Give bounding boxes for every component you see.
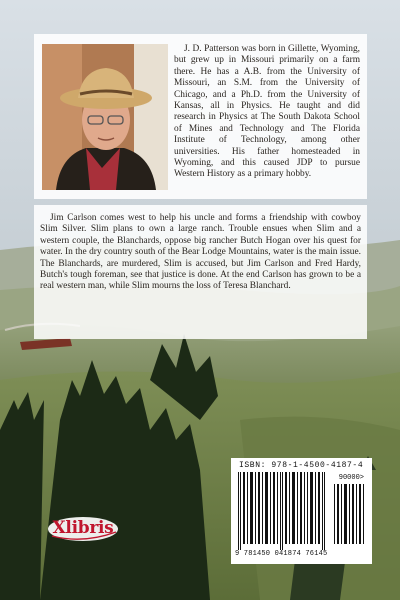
book-summary: Jim Carlson comes west to help his uncle and forms a friendship with cowboy Slim Silver. Slim plans to own a large ranch. Trouble ensues when Slim and a western couple, the Blanchards, oppose big rancher Butch Hogan over his quest for water. In the dry country south of the Bear Lodge Mountains, water is the main issue. The Blanchards, are murdered, Slim is accused, but Jim Carlson and Fred Hardy, Butch's tough foreman, see that justice is done. At the end Carlson has grown to be a real western man, while Slim mourns the loss of Teresa Blanchard. <box>40 213 361 292</box>
barcode <box>231 458 372 564</box>
author-photo <box>42 44 168 190</box>
isbn-label: ISBN: 978-1-4500-4187-4 <box>239 461 364 470</box>
publisher-logo <box>46 514 120 544</box>
barcode-bars <box>236 472 368 550</box>
author-panel <box>34 34 367 199</box>
isbn-digits: 9 781450 041874 76145 <box>235 550 328 558</box>
author-bio: J. D. Patterson was born in Gillette, Wyoming, but grew up in Missouri primarily on a farm there. He has a A.B. from the University of Missouri, an S.M. from the University of Chicago, and a Ph.D. from the University of Kansas, all in Physics. He taught and did research in Physics at The South Dakota School of Mines and Technology and The Florida Institute of Technology, among other universities. His father homesteaded in Wyoming, and this caused JDP to pursue Western History as a primary hobby. <box>174 44 360 180</box>
summary-panel <box>34 205 367 339</box>
price-code: 90000> <box>338 474 364 482</box>
publisher-name: Xlibris <box>52 518 114 538</box>
